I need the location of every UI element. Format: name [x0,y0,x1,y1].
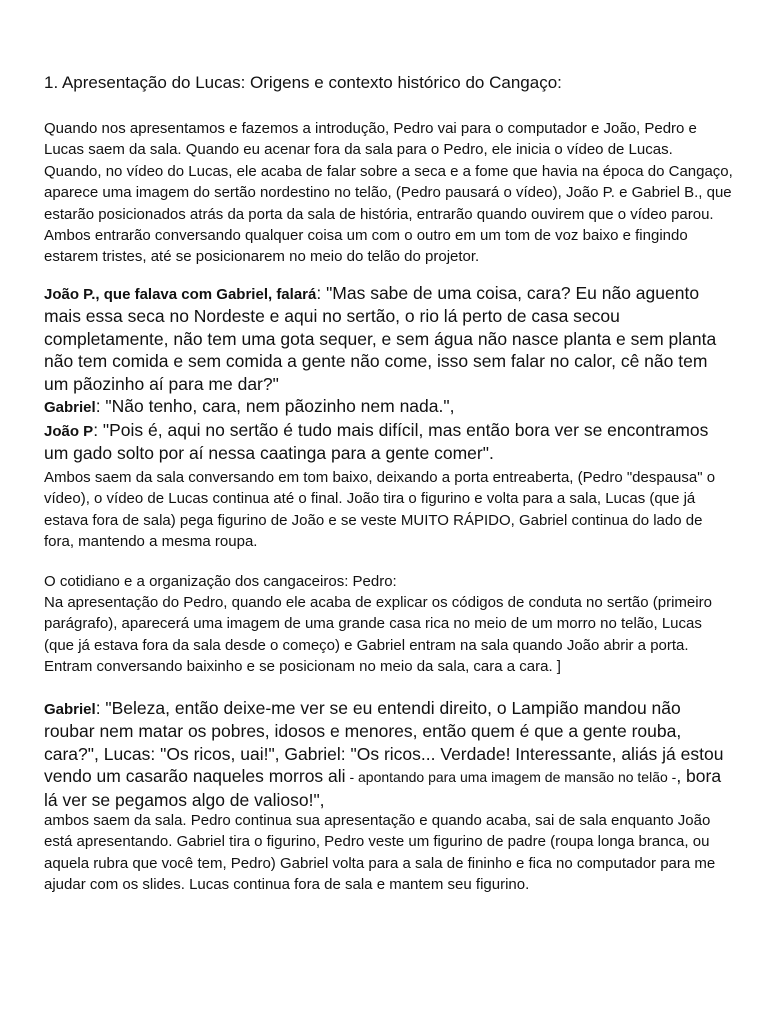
speaker-gabriel: Gabriel [44,399,96,417]
speaker-joao-p-2: João P [44,422,94,440]
section1-intro: Quando nos apresentamos e fazemos a introdução, Pedro vai para o computador e João, Pedro e Lucas saem da sala. Quando eu acenar fora da sala para o Pedro, ele inicia o vídeo de Lucas. Quando, no vídeo do Lucas, ele acaba de falar sobre a seca e a fome que havia na época do Cangaço, aparece uma imagem do sertão nordestino no telão, (Pedro pausará o vídeo), João P. e Gabriel B., que estarão posicionados atrás da porta da sala de história, entrarão quando ouvirem que o vídeo parou. Ambos entrarão conversando qualquer coisa um com o outro em um tom de voz baixo e fingindo estarem tristes, até se posicionarem no meio do telão do projetor. [44,120,733,266]
section1-title: 1. Apresentação do Lucas: Origens e contexto histórico do Cangaço: [44,73,562,92]
section1-outro: Ambos saem da sala conversando em tom baixo, deixando a porta entreaberta, (Pedro "despausa" o vídeo), o vídeo de Lucas continua até o final. João tira o figurino e volta para a sala, Lucas (que já estava fora de sala) pega figurino de João e se veste MUITO RÁPIDO, Gabriel continua do lado de fora, mantendo a mesma roupa. [44,469,716,551]
dialog-line-1: : "Mas sabe de uma coisa, cara? Eu não aguento mais essa seca no Nordeste e aqui no sertão, o rio lá perto de casa secou completamente, não tem uma gota sequer, e sem água não nasce planta e sem planta não tem comida e sem comida a gente não come, isso sem falar no calor, cê não tem um pãozinho aí para me dar?" [44,283,717,394]
speaker-joao-p: João P., que falava com Gabriel, falará [44,286,317,303]
section2-dialog [44,697,734,811]
dialog-line-2: : "Não tenho, cara, nem pãozinho nem nada.", [95,396,455,417]
section2-title: O cotidiano e a organização dos cangaceiros: Pedro: [44,573,397,590]
section2-intro: Na apresentação do Pedro, quando ele acaba de explicar os códigos de conduta no sertão (primeiro parágrafo), aparecerá uma imagem de uma grande casa rica no meio de um morro no telão, Lucas (que já estava fora da sala desde o começo) e Gabriel entram na sala quando João abrir a porta. Entram conversando baixinho e se posicionam no meio da sala, cara a cara. ] [44,594,712,676]
stage-direction: - apontando para uma imagem de mansão no telão - [345,769,677,786]
dialog-line-3: : "Pois é, aqui no sertão é tudo mais difícil, mas então bora ver se encontramos um gado solto por aí nessa caatinga para a gente comer". [44,419,709,464]
speaker-gabriel-2: Gabriel [44,701,96,718]
dialog-text-b: , bora lá ver se pegamos algo de valioso!", [44,766,722,810]
section2-outro: ambos saem da sala. Pedro continua sua apresentação e quando acaba, sai de sala enquanto João está apresentando. Gabriel tira o figurino, Pedro veste um figurino de padre (roupa longa branca, ou aquela rubra que você tem, Pedro) Gabriel volta para a sala de fininho e fica no computador para me ajudar com os slides. Lucas continua fora de sala e mantem seu figurino. [44,812,716,894]
section1-dialog [44,282,734,465]
dialog-text-a: : "Beleza, então deixe-me ver se eu entendi direito, o Lampião mandou não roubar nem matar os pobres, idosos e menores, então quem é que a gente rouba, cara?", Lucas: "Os ricos, uai!", Gabriel: "Os ricos... Verdade! Interessante, aliás já estou vendo um casarão naqueles morros ali [44,698,724,787]
